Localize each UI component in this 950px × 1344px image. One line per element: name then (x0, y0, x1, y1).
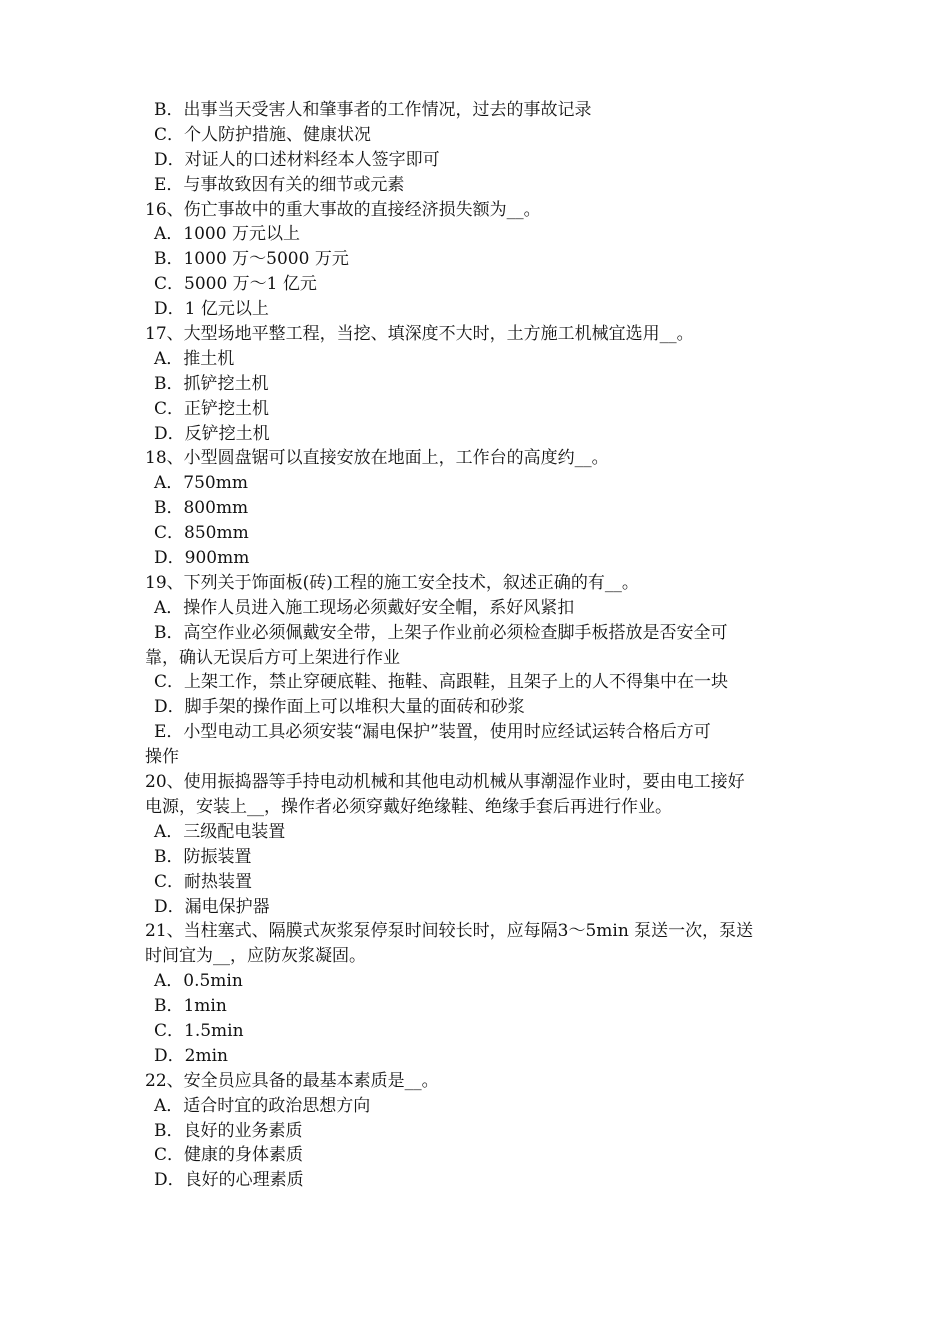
question-stem-continuation: 电源，安装上__，操作者必须穿戴好绝缘鞋、绝缘手套后再进行作业。 (145, 796, 672, 817)
option-line: D．良好的心理素质 (154, 1170, 304, 1191)
option-line: D．2min (154, 1045, 228, 1066)
question-stem-continuation: 时间宜为__，应防灰浆凝固。 (145, 946, 366, 967)
option-line: A．三级配电装置 (154, 821, 286, 842)
question-stem: 16、伤亡事故中的重大事故的直接经济损失额为__。 (145, 199, 541, 220)
question-stem: 17、大型场地平整工程，当挖、填深度不大时，土方施工机械宜选用__。 (145, 324, 694, 345)
option-line: C．耐热装置 (154, 871, 253, 892)
option-line: E．小型电动工具必须安装“漏电保护”装置，使用时应经试运转合格后方可 (154, 722, 711, 743)
option-continuation: 靠，确认无误后方可上架进行作业 (145, 647, 400, 668)
option-line: A．适合时宜的政治思想方向 (154, 1095, 371, 1116)
option-line: D．对证人的口述材料经本人签字即可 (154, 149, 440, 170)
option-line: C．1.5min (154, 1020, 244, 1041)
option-line: A．操作人员进入施工现场必须戴好安全帽，系好风紧扣 (154, 597, 575, 618)
option-line: D．脚手架的操作面上可以堆积大量的面砖和砂浆 (154, 697, 525, 718)
option-line: C．个人防护措施、健康状况 (154, 124, 372, 145)
option-line: B．高空作业必须佩戴安全带，上架子作业前必须检查脚手板搭放是否安全可 (154, 622, 728, 643)
option-line: E．与事故致因有关的细节或元素 (154, 174, 405, 195)
option-line: B．出事当天受害人和肇事者的工作情况，过去的事故记录 (154, 100, 592, 120)
option-line: A．1000 万元以上 (154, 224, 300, 245)
question-stem: 19、下列关于饰面板(砖)工程的施工安全技术，叙述正确的有__。 (145, 572, 639, 593)
option-line: C．正铲挖土机 (154, 398, 270, 419)
option-line: B．1000 万～5000 万元 (154, 249, 349, 270)
option-line: D．漏电保护器 (154, 896, 270, 917)
option-line: C．850mm (154, 523, 249, 544)
question-stem: 22、安全员应具备的最基本素质是__。 (145, 1070, 439, 1091)
option-continuation: 操作 (145, 747, 179, 768)
option-line: A．推土机 (154, 348, 235, 369)
option-line: B．良好的业务素质 (154, 1120, 303, 1141)
option-line: B．800mm (154, 498, 249, 519)
option-line: A．750mm (154, 473, 248, 494)
option-line: B．1min (154, 996, 227, 1017)
option-line: D．900mm (154, 548, 250, 569)
option-line: C．5000 万～1 亿元 (154, 274, 317, 295)
document-page (145, 98, 815, 1193)
question-stem: 20、使用振捣器等手持电动机械和其他电动机械从事潮湿作业时，要由电工接好 (145, 772, 745, 793)
option-line: A．0.5min (154, 971, 243, 992)
question-stem: 18、小型圆盘锯可以直接安放在地面上，工作台的高度约__。 (145, 448, 609, 469)
option-line: C．上架工作，禁止穿硬底鞋、拖鞋、高跟鞋，且架子上的人不得集中在一块 (154, 672, 729, 693)
option-line: D．1 亿元以上 (154, 299, 269, 320)
option-line: B．抓铲挖土机 (154, 373, 269, 394)
option-line: C．健康的身体素质 (154, 1145, 304, 1166)
option-line: B．防振装置 (154, 846, 252, 867)
option-line: D．反铲挖土机 (154, 423, 270, 444)
question-stem: 21、当柱塞式、隔膜式灰浆泵停泵时间较长时，应每隔3～5min 泵送一次，泵送 (145, 921, 754, 942)
